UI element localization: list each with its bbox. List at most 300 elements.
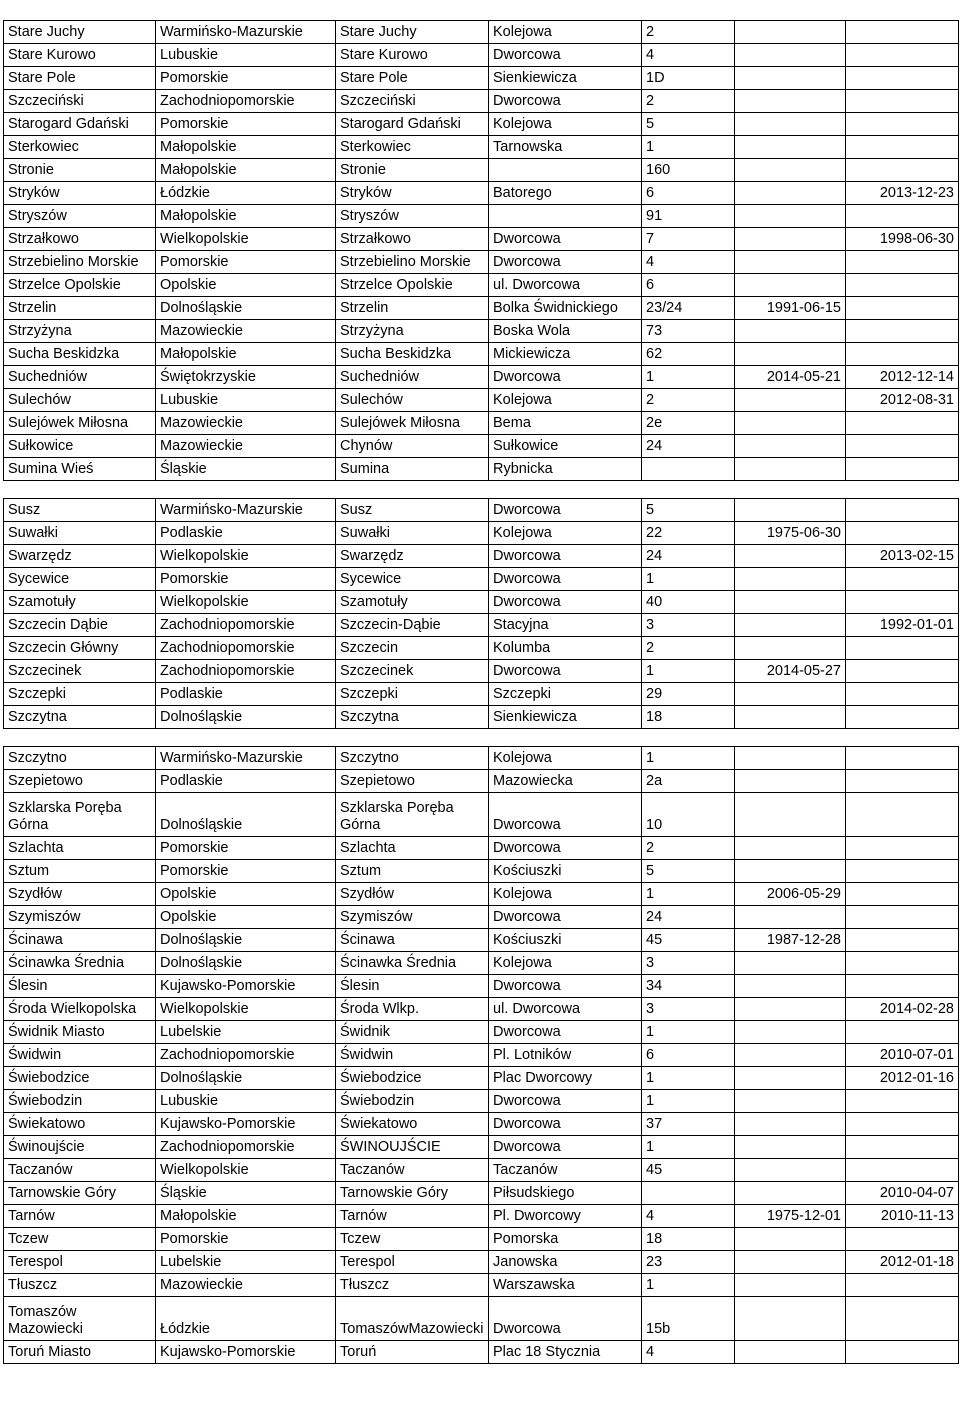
cell-locality: Suchedniów [336,366,489,389]
cell-station: Suchedniów [4,366,156,389]
table-row [4,1090,959,1113]
cell-date-1 [735,729,846,747]
cell-number: 5 [642,499,735,522]
cell-station: Stare Juchy [4,21,156,44]
table-row [4,637,959,660]
cell-date-2 [846,159,959,182]
table-row [4,251,959,274]
cell-station: Starogard Gdański [4,113,156,136]
cell-number: 1 [642,1136,735,1159]
cell-street: Pomorska [489,1228,642,1251]
cell-locality: Szczecin [336,637,489,660]
cell-number: 3 [642,998,735,1021]
cell-date-2 [846,90,959,113]
cell-number: 45 [642,1159,735,1182]
cell-street: Bolka Świdnickiego [489,297,642,320]
cell-date-2 [846,1090,959,1113]
cell-station: Szczytno [4,747,156,770]
cell-date-1 [735,545,846,568]
cell-locality: Szepietowo [336,770,489,793]
cell-voivodeship: Lubuskie [156,44,336,67]
cell-date-1 [735,770,846,793]
cell-locality: Świebodzice [336,1067,489,1090]
cell-date-2: 2013-12-23 [846,182,959,205]
cell-voivodeship: Lubuskie [156,1090,336,1113]
cell-street: Kościuszki [489,929,642,952]
cell-date-1 [735,136,846,159]
cell-number: 1 [642,1274,735,1297]
cell-locality: Sulechów [336,389,489,412]
cell-station: Stryszów [4,205,156,228]
cell-number: 24 [642,435,735,458]
cell-number: 2 [642,389,735,412]
cell-date-1 [735,591,846,614]
cell-street: Kolejowa [489,883,642,906]
cell-voivodeship: Małopolskie [156,159,336,182]
cell-station: Szamotuły [4,591,156,614]
cell-number [642,481,735,499]
cell-voivodeship: Kujawsko-Pomorskie [156,975,336,998]
cell-station: Strzałkowo [4,228,156,251]
cell-station [4,729,156,747]
cell-voivodeship: Pomorskie [156,860,336,883]
cell-station: Świdnik Miasto [4,1021,156,1044]
cell-voivodeship: Podlaskie [156,522,336,545]
cell-date-2 [846,1159,959,1182]
cell-voivodeship: Dolnośląskie [156,929,336,952]
cell-station: Szczytna [4,706,156,729]
cell-locality: Szczecin-Dąbie [336,614,489,637]
cell-locality: Suwałki [336,522,489,545]
cell-street: Plac Dworcowy [489,1067,642,1090]
cell-number: 1D [642,67,735,90]
cell-locality: Sucha Beskidzka [336,343,489,366]
table-row [4,591,959,614]
cell-date-1 [735,389,846,412]
cell-locality: Szczepki [336,683,489,706]
cell-number: 4 [642,1341,735,1364]
cell-date-1 [735,435,846,458]
cell-number: 29 [642,683,735,706]
table-row [4,1044,959,1067]
cell-date-2 [846,136,959,159]
cell-voivodeship: Opolskie [156,883,336,906]
cell-station: Suwałki [4,522,156,545]
stations-table [3,20,959,1364]
cell-date-2 [846,44,959,67]
cell-date-1 [735,159,846,182]
cell-date-2 [846,251,959,274]
cell-date-1 [735,499,846,522]
cell-number: 6 [642,182,735,205]
table-row [4,435,959,458]
cell-date-1 [735,274,846,297]
cell-street: Mazowiecka [489,770,642,793]
cell-number: 18 [642,706,735,729]
cell-date-1 [735,67,846,90]
cell-date-2 [846,1228,959,1251]
cell-date-2 [846,1136,959,1159]
cell-street: Bema [489,412,642,435]
table-row [4,1274,959,1297]
cell-number: 2 [642,637,735,660]
cell-number: 40 [642,591,735,614]
cell-locality: Szczytna [336,706,489,729]
cell-number: 2 [642,837,735,860]
cell-street: Dworcowa [489,1021,642,1044]
table-row [4,1251,959,1274]
cell-number [642,458,735,481]
cell-number [642,729,735,747]
cell-date-1 [735,793,846,837]
cell-date-2 [846,591,959,614]
cell-date-1: 1975-06-30 [735,522,846,545]
cell-date-2 [846,1113,959,1136]
cell-station: Świebodzin [4,1090,156,1113]
cell-locality: Ślesin [336,975,489,998]
cell-voivodeship: Opolskie [156,906,336,929]
cell-locality: Chynów [336,435,489,458]
table-row [4,1297,959,1341]
cell-station [4,481,156,499]
cell-station: Szczeciński [4,90,156,113]
cell-station: Sumina Wieś [4,458,156,481]
cell-street: Dworcowa [489,837,642,860]
cell-voivodeship: Świętokrzyskie [156,366,336,389]
table-row [4,44,959,67]
cell-station: Strzyżyna [4,320,156,343]
cell-voivodeship: Dolnośląskie [156,793,336,837]
cell-date-1 [735,1251,846,1274]
cell-station: Stare Kurowo [4,44,156,67]
cell-date-2 [846,906,959,929]
table-row [4,1228,959,1251]
cell-street: Tarnowska [489,136,642,159]
cell-date-2 [846,205,959,228]
cell-station: Strzebielino Morskie [4,251,156,274]
cell-number: 160 [642,159,735,182]
cell-locality: Susz [336,499,489,522]
cell-voivodeship: Wielkopolskie [156,998,336,1021]
cell-date-1 [735,343,846,366]
cell-number: 24 [642,545,735,568]
cell-voivodeship: Dolnośląskie [156,297,336,320]
cell-voivodeship: Zachodniopomorskie [156,614,336,637]
table-row [4,1136,959,1159]
cell-street: Szczepki [489,683,642,706]
cell-number: 2 [642,21,735,44]
cell-date-2 [846,929,959,952]
cell-locality: Sulejówek Miłosna [336,412,489,435]
cell-date-2 [846,637,959,660]
cell-locality: Świdnik [336,1021,489,1044]
cell-street: Kolejowa [489,21,642,44]
cell-number: 22 [642,522,735,545]
table-row [4,998,959,1021]
cell-date-2 [846,1297,959,1341]
table-row [4,1159,959,1182]
table-row [4,747,959,770]
cell-locality: Szydłów [336,883,489,906]
cell-date-1 [735,1297,846,1341]
cell-date-1: 2014-05-21 [735,366,846,389]
cell-date-1 [735,412,846,435]
table-row [4,458,959,481]
cell-date-2 [846,343,959,366]
table-row [4,274,959,297]
cell-voivodeship: Zachodniopomorskie [156,660,336,683]
cell-voivodeship: Dolnośląskie [156,952,336,975]
cell-voivodeship: Małopolskie [156,1205,336,1228]
cell-locality: Szczytno [336,747,489,770]
cell-locality: Szczecinek [336,660,489,683]
cell-date-2: 2012-12-14 [846,366,959,389]
cell-locality: Strzelce Opolskie [336,274,489,297]
cell-street: Dworcowa [489,660,642,683]
cell-voivodeship: Małopolskie [156,136,336,159]
cell-locality: Stare Pole [336,67,489,90]
cell-date-1: 1991-06-15 [735,297,846,320]
cell-date-2 [846,660,959,683]
cell-voivodeship: Mazowieckie [156,320,336,343]
cell-locality: Szklarska Poręba Górna [336,793,489,837]
cell-date-2: 2010-07-01 [846,1044,959,1067]
table-row [4,113,959,136]
cell-date-1 [735,975,846,998]
table-row [4,21,959,44]
cell-station: Szczepki [4,683,156,706]
cell-voivodeship: Pomorskie [156,1228,336,1251]
cell-date-2 [846,21,959,44]
cell-number: 6 [642,274,735,297]
cell-street: Janowska [489,1251,642,1274]
cell-voivodeship: Mazowieckie [156,435,336,458]
table-row [4,136,959,159]
cell-number: 62 [642,343,735,366]
cell-number: 3 [642,614,735,637]
cell-locality: Stryków [336,182,489,205]
table-row [4,389,959,412]
cell-locality: Ścinawka Średnia [336,952,489,975]
cell-date-1 [735,1113,846,1136]
cell-date-2: 2010-11-13 [846,1205,959,1228]
table-row [4,1341,959,1364]
cell-number: 1 [642,136,735,159]
cell-street: Kolumba [489,637,642,660]
table-row [4,320,959,343]
cell-street: Piłsudskiego [489,1182,642,1205]
table-row [4,837,959,860]
cell-street: Dworcowa [489,975,642,998]
cell-station: Terespol [4,1251,156,1274]
cell-station: Toruń Miasto [4,1341,156,1364]
cell-number: 23 [642,1251,735,1274]
cell-locality: Stare Kurowo [336,44,489,67]
cell-locality: Tłuszcz [336,1274,489,1297]
cell-date-1 [735,1274,846,1297]
cell-street: Kolejowa [489,113,642,136]
cell-date-2: 2012-01-18 [846,1251,959,1274]
cell-locality: Swarzędz [336,545,489,568]
cell-date-1 [735,1044,846,1067]
cell-street: Pl. Lotników [489,1044,642,1067]
cell-date-2: 2013-02-15 [846,545,959,568]
cell-date-2 [846,481,959,499]
cell-street: Dworcowa [489,1113,642,1136]
cell-date-2: 1992-01-01 [846,614,959,637]
cell-date-1 [735,747,846,770]
cell-locality [336,729,489,747]
cell-number: 45 [642,929,735,952]
table-spacer-row [4,481,959,499]
cell-date-1 [735,182,846,205]
cell-date-2 [846,793,959,837]
cell-date-1 [735,683,846,706]
cell-voivodeship: Łódzkie [156,1297,336,1341]
table-row [4,614,959,637]
cell-street [489,481,642,499]
cell-date-1: 1975-12-01 [735,1205,846,1228]
cell-street [489,729,642,747]
cell-date-2: 2010-04-07 [846,1182,959,1205]
table-row [4,770,959,793]
cell-date-1 [735,1067,846,1090]
table-row [4,159,959,182]
cell-station: Świnoujście [4,1136,156,1159]
cell-date-2 [846,729,959,747]
cell-number: 1 [642,883,735,906]
cell-number: 1 [642,1067,735,1090]
cell-voivodeship: Pomorskie [156,251,336,274]
cell-locality: Stronie [336,159,489,182]
cell-voivodeship: Pomorskie [156,67,336,90]
cell-station: Sulejówek Miłosna [4,412,156,435]
cell-station: Ścinawka Średnia [4,952,156,975]
cell-locality: Szamotuły [336,591,489,614]
table-row [4,883,959,906]
cell-number [642,1182,735,1205]
cell-date-2 [846,274,959,297]
cell-voivodeship: Zachodniopomorskie [156,90,336,113]
cell-locality: Strzebielino Morskie [336,251,489,274]
cell-date-2: 2014-02-28 [846,998,959,1021]
cell-station: Stryków [4,182,156,205]
cell-number: 1 [642,1090,735,1113]
table-row [4,793,959,837]
cell-voivodeship: Kujawsko-Pomorskie [156,1341,336,1364]
cell-date-2 [846,837,959,860]
cell-voivodeship: Kujawsko-Pomorskie [156,1113,336,1136]
cell-street: Warszawska [489,1274,642,1297]
cell-street: Dworcowa [489,499,642,522]
cell-voivodeship: Łódzkie [156,182,336,205]
cell-voivodeship: Małopolskie [156,205,336,228]
cell-date-1 [735,113,846,136]
cell-locality: Środa Wlkp. [336,998,489,1021]
cell-date-1 [735,568,846,591]
cell-station: Świebodzice [4,1067,156,1090]
table-row [4,906,959,929]
cell-street: Kolejowa [489,747,642,770]
table-row [4,182,959,205]
cell-locality: Sztum [336,860,489,883]
cell-date-2 [846,412,959,435]
cell-locality: Świekatowo [336,1113,489,1136]
cell-date-2 [846,860,959,883]
table-row [4,412,959,435]
cell-date-2 [846,297,959,320]
cell-date-1 [735,1182,846,1205]
cell-locality: Stryszów [336,205,489,228]
cell-voivodeship: Warmińsko-Mazurskie [156,499,336,522]
cell-station: Stronie [4,159,156,182]
cell-street [489,159,642,182]
table-row [4,545,959,568]
cell-locality: Taczanów [336,1159,489,1182]
cell-locality: Toruń [336,1341,489,1364]
table-row [4,1205,959,1228]
table-row [4,343,959,366]
cell-street: Dworcowa [489,1136,642,1159]
cell-number: 37 [642,1113,735,1136]
cell-date-1 [735,1228,846,1251]
table-row [4,1182,959,1205]
cell-station: Ślesin [4,975,156,998]
cell-date-1 [735,998,846,1021]
cell-voivodeship: Pomorskie [156,568,336,591]
cell-date-2 [846,975,959,998]
cell-station: Taczanów [4,1159,156,1182]
cell-street: Plac 18 Stycznia [489,1341,642,1364]
cell-locality: Sycewice [336,568,489,591]
cell-station: Szczecinek [4,660,156,683]
cell-number: 2a [642,770,735,793]
cell-station: Sulechów [4,389,156,412]
table-row [4,860,959,883]
cell-street: Sułkowice [489,435,642,458]
cell-date-2 [846,883,959,906]
cell-voivodeship: Mazowieckie [156,412,336,435]
cell-station: Sucha Beskidzka [4,343,156,366]
cell-voivodeship: Mazowieckie [156,1274,336,1297]
cell-locality: Szymiszów [336,906,489,929]
cell-date-1 [735,1341,846,1364]
cell-date-2 [846,522,959,545]
cell-street: Kościuszki [489,860,642,883]
cell-number: 1 [642,568,735,591]
cell-number: 10 [642,793,735,837]
cell-number: 4 [642,1205,735,1228]
cell-date-1: 1987-12-28 [735,929,846,952]
cell-voivodeship: Śląskie [156,458,336,481]
cell-date-2: 1998-06-30 [846,228,959,251]
cell-street: Kolejowa [489,389,642,412]
cell-station: Świekatowo [4,1113,156,1136]
cell-date-1 [735,706,846,729]
cell-locality: Szczeciński [336,90,489,113]
cell-station: Szczecin Główny [4,637,156,660]
cell-locality: Świebodzin [336,1090,489,1113]
cell-locality: Strzałkowo [336,228,489,251]
cell-voivodeship: Małopolskie [156,343,336,366]
cell-street: ul. Dworcowa [489,998,642,1021]
cell-number: 91 [642,205,735,228]
cell-locality: Sumina [336,458,489,481]
cell-number: 23/24 [642,297,735,320]
cell-street: Dworcowa [489,228,642,251]
cell-date-1 [735,44,846,67]
cell-number: 1 [642,1021,735,1044]
